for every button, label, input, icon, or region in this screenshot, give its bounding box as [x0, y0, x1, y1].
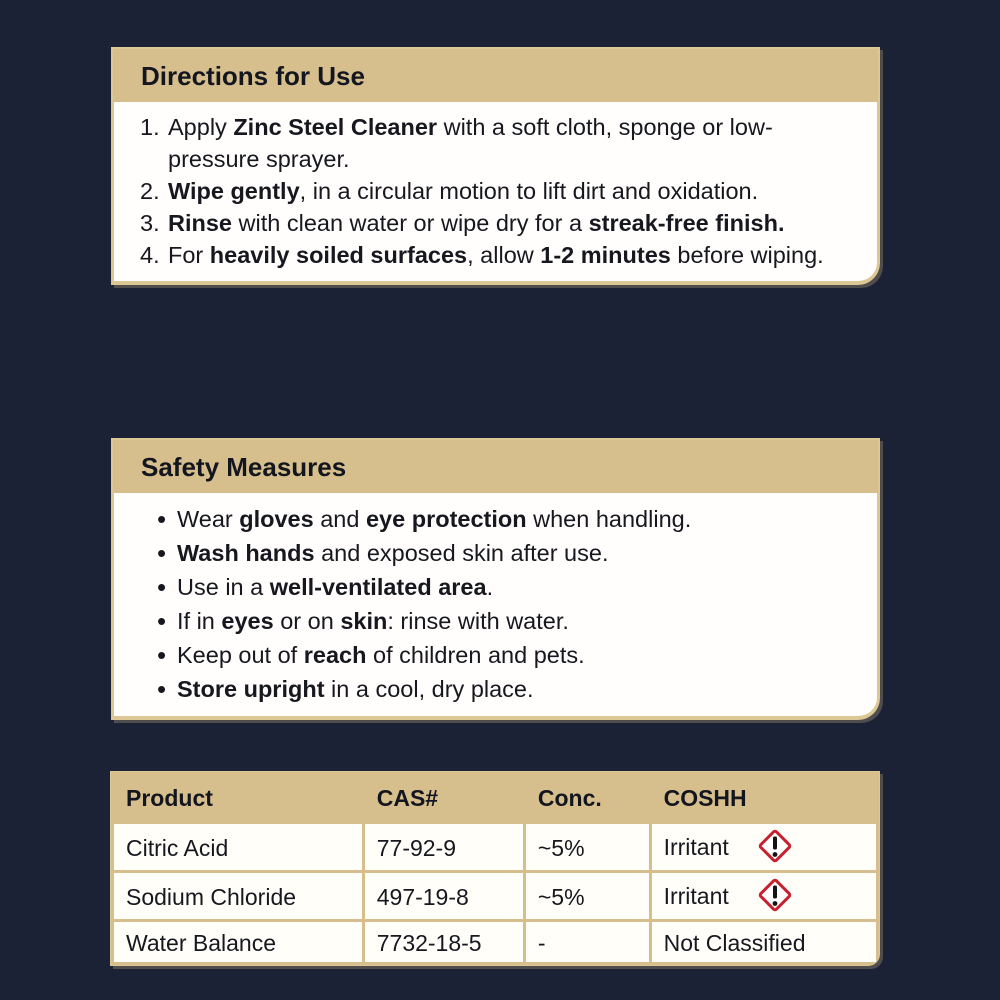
directions-body: [114, 102, 877, 281]
column-header-product: Product: [114, 775, 362, 821]
ghs-exclamation-icon: [755, 875, 795, 915]
direction-item: Apply Zinc Steel Cleaner with a soft cloth, sponge or low-pressure sprayer.: [168, 114, 773, 172]
safety-item: • If in eyes or on skin: rinse with water.: [177, 604, 859, 638]
safety-list: [126, 502, 859, 706]
directions-title: Directions for Use: [141, 61, 365, 91]
direction-item: For heavily soiled surfaces, allow 1-2 minutes before wiping.: [168, 242, 824, 268]
safety-item: • Keep out of reach of children and pets.: [177, 638, 859, 672]
directions-card: [111, 47, 880, 285]
cas-cell: 77-92-9: [365, 824, 523, 870]
table-row: [114, 873, 876, 919]
cas-cell: 497-19-8: [365, 873, 523, 919]
safety-item: • Store upright in a cool, dry place.: [177, 672, 859, 706]
direction-item: Rinse with clean water or wipe dry for a streak-free finish.: [168, 210, 785, 236]
safety-item: • Wear gloves and eye protection when handling.: [177, 502, 859, 536]
ingredients-header-row: [114, 775, 876, 821]
ingredients-table-card: [110, 771, 880, 966]
safety-title: Safety Measures: [141, 452, 347, 482]
safety-body: [114, 493, 877, 716]
table-row: [114, 922, 876, 962]
coshh-cell: Irritant: [652, 824, 876, 870]
coshh-cell: Irritant: [652, 873, 876, 919]
product-cell: Sodium Chloride: [114, 873, 362, 919]
column-header-conc: Conc.: [526, 775, 649, 821]
safety-measures-card: [111, 438, 880, 720]
column-header-coshh: COSHH: [652, 775, 876, 821]
safety-item: • Use in a well-ventilated area.: [177, 570, 859, 604]
ghs-exclamation-icon: [755, 826, 795, 866]
column-header-cas: CAS#: [365, 775, 523, 821]
conc-cell: ~5%: [526, 873, 649, 919]
conc-cell: ~5%: [526, 824, 649, 870]
product-cell: Citric Acid: [114, 824, 362, 870]
coshh-cell: Not Classified: [652, 922, 876, 962]
card-header: [113, 440, 878, 493]
product-cell: Water Balance: [114, 922, 362, 962]
directions-list: [126, 111, 859, 271]
ingredients-table-body: [114, 824, 876, 962]
safety-item: • Wash hands and exposed skin after use.: [177, 536, 859, 570]
direction-item: Wipe gently, in a circular motion to lift dirt and oxidation.: [168, 178, 759, 204]
conc-cell: -: [526, 922, 649, 962]
table-row: [114, 824, 876, 870]
cas-cell: 7732-18-5: [365, 922, 523, 962]
ingredients-table: [111, 772, 879, 965]
card-header: [113, 49, 878, 102]
